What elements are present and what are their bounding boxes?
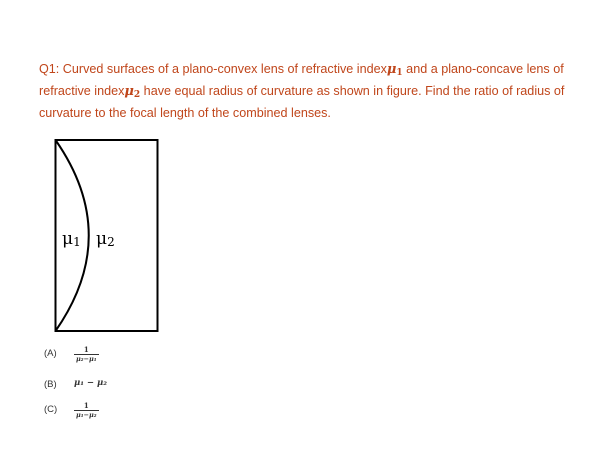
option-b-label: (B) xyxy=(44,379,57,390)
lens-diagram xyxy=(52,136,162,336)
option-c-numerator: 1 xyxy=(83,401,89,410)
mu1-label: μ1 xyxy=(62,229,81,249)
option-c-label: (C) xyxy=(44,404,58,415)
option-c-fraction xyxy=(74,402,99,419)
mu2-label: μ2 xyxy=(96,229,115,249)
option-b-expression: μ₁ − μ₂ xyxy=(74,378,107,388)
option-a-fraction xyxy=(74,346,99,363)
mu2-symbol: $\mu_2$ xyxy=(124,84,141,100)
lens-figure xyxy=(52,136,162,341)
question-prefix: Q1: Curved surfaces of a plano-convex lens of refractive index xyxy=(39,62,387,76)
option-a-numerator: 1 xyxy=(83,345,89,354)
question-text xyxy=(39,60,569,122)
option-a-label: (A) xyxy=(44,348,57,359)
question-middle: and a plano-concave lens of refractive index xyxy=(39,62,564,98)
option-c-denominator: μ₁−μ₂ xyxy=(76,411,97,419)
option-a-denominator: μ₂−μ₁ xyxy=(76,355,97,363)
mu1-symbol: $\mu_1$ xyxy=(386,62,403,78)
question-suffix: have equal radius of curvature as shown in figure. Find the ratio of radius of curvature to the focal length of the combined lenses. xyxy=(39,84,565,120)
